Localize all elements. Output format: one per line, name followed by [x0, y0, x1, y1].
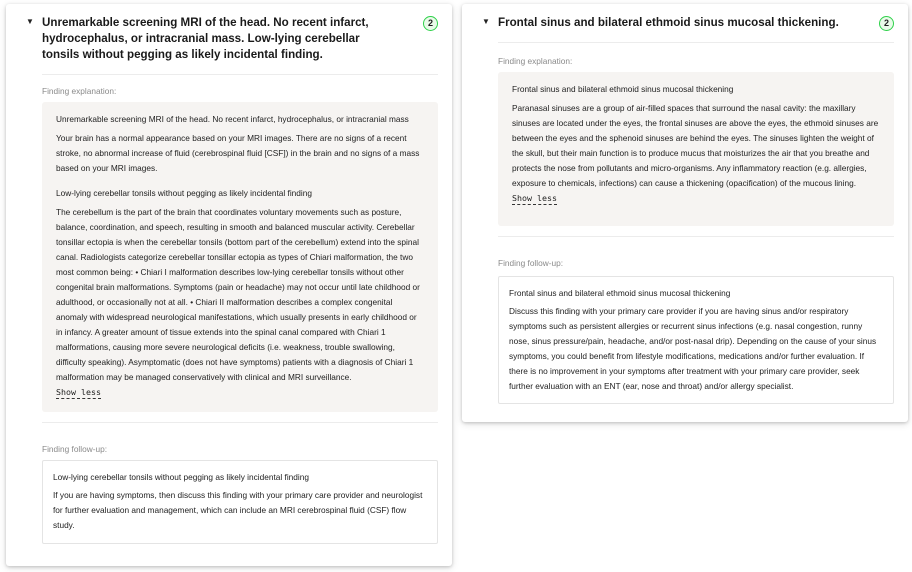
finding-card-sinus — [462, 4, 908, 422]
count-badge: 2 — [423, 16, 438, 31]
divider — [498, 236, 894, 237]
explanation-heading: Frontal sinus and bilateral ethmoid sinus mucosal thickening — [512, 84, 734, 94]
explanation-box — [42, 102, 438, 412]
followup-body: If you are having symptoms, then discuss this finding with your primary care provider and neurologist for further evaluation and management, which can include an MRI cerebrospinal fluid (CSF) flow study. — [53, 490, 423, 530]
divider — [42, 422, 438, 423]
followup-heading: Low-lying cerebellar tonsils without pegging as likely incidental finding — [53, 472, 309, 482]
finding-title: Frontal sinus and bilateral ethmoid sinus mucosal thickening. — [498, 16, 839, 29]
explanation-heading: Unremarkable screening MRI of the head. No recent infarct, hydrocephalus, or intracranial mass — [56, 114, 409, 124]
followup-body: Discuss this finding with your primary care provider if you are having sinus and/or respiratory symptoms such as persistent allergies or recurrent sinus infections (e.g. nasal congestion, runny nose, sinus pressure/pain, headache, and/or post-nasal drip). Depending on the cause of your sinus symptoms, you could benefit from lifestyle modifications, medications and/or further evaluation. If there is no improvement in your symptoms after treatment with your primary care provider, seek further evaluation with an ENT (ear, nose and throat) and/or allergy specialist. — [509, 306, 877, 391]
followup-box — [498, 276, 894, 404]
explanation-body: Your brain has a normal appearance based on your MRI images. There are no signs of a recent stroke, no abnormal increase of fluid (cerebrospinal fluid [CSF]) in the brain and no signs of a mass based on your MRI images. — [56, 133, 420, 173]
explanation-box — [498, 72, 894, 226]
show-less-link[interactable]: Show less — [512, 193, 557, 203]
finding-card-brain — [6, 4, 452, 566]
finding-title: Unremarkable screening MRI of the head. No recent infarct, hydrocephalus, or intracranial mass. Low-lying cerebellar tonsils without pegging as likely incidental finding. — [42, 16, 369, 61]
divider — [498, 42, 894, 43]
explanation-label: Finding explanation: — [42, 86, 117, 96]
followup-label: Finding follow-up: — [42, 444, 108, 454]
followup-label: Finding follow-up: — [498, 258, 564, 268]
count-badge: 2 — [879, 16, 894, 31]
explanation-heading: Low-lying cerebellar tonsils without pegging as likely incidental finding — [56, 188, 312, 198]
divider — [42, 74, 438, 75]
followup-box — [42, 460, 438, 544]
show-less-link[interactable]: Show less — [56, 387, 101, 397]
followup-heading: Frontal sinus and bilateral ethmoid sinus mucosal thickening — [509, 288, 731, 298]
collapse-caret-icon[interactable]: ▼ — [482, 17, 490, 26]
explanation-body: The cerebellum is the part of the brain that coordinates voluntary movements such as posture, balance, coordination, and speech, resulting in smooth and balanced muscular activity. Cerebellar tonsillar ectopia is when the cerebellar tonsils (bottom part of the cerebellum) extend into the spinal canal. Radiologists categorize cerebellar tonsillar ectopia as types of Chiari malformation, the two most common being: • Chiari I malformation describes low-lying cerebellar tonsils without other congenital brain malformations. Symptoms (pain or headache) may not occur until late childhood or adulthood, or occasionally not at all. • Chiari II malformation describes a complex congenital anomaly with widespread neurological manifestations, which usually presents in early childhood or in infancy. A greater amount of tissue extends into the spinal canal compared with Chiari 1 malformations, causing more severe neurological deficits (i.e. weakness, trouble swallowing, difficulty speaking). Asymptomatic (does not have symptoms) patients with a diagnosis of Chiari 1 malformation may be managed conservatively with clinical and MRI surveillance. — [56, 207, 420, 382]
explanation-body: Paranasal sinuses are a group of air-filled spaces that surround the nasal cavity: the maxillary sinuses are located under the eyes, the frontal sinuses are above the eyes, the ethmoid sinuses are between the eyes and the sphenoid sinuses are behind the eyes. The sinuses lighten the weight of the skull, but their main function is to produce mucus that moisturizes the air that you breathe and protects the nose from pollutants and micro-organisms. Any inflammatory reaction (e.g. allergies, exposure to chemicals, infections) can cause a thickening (opacification) of the mucous lining. — [512, 103, 879, 188]
explanation-label: Finding explanation: — [498, 56, 573, 66]
collapse-caret-icon[interactable]: ▼ — [26, 17, 34, 26]
